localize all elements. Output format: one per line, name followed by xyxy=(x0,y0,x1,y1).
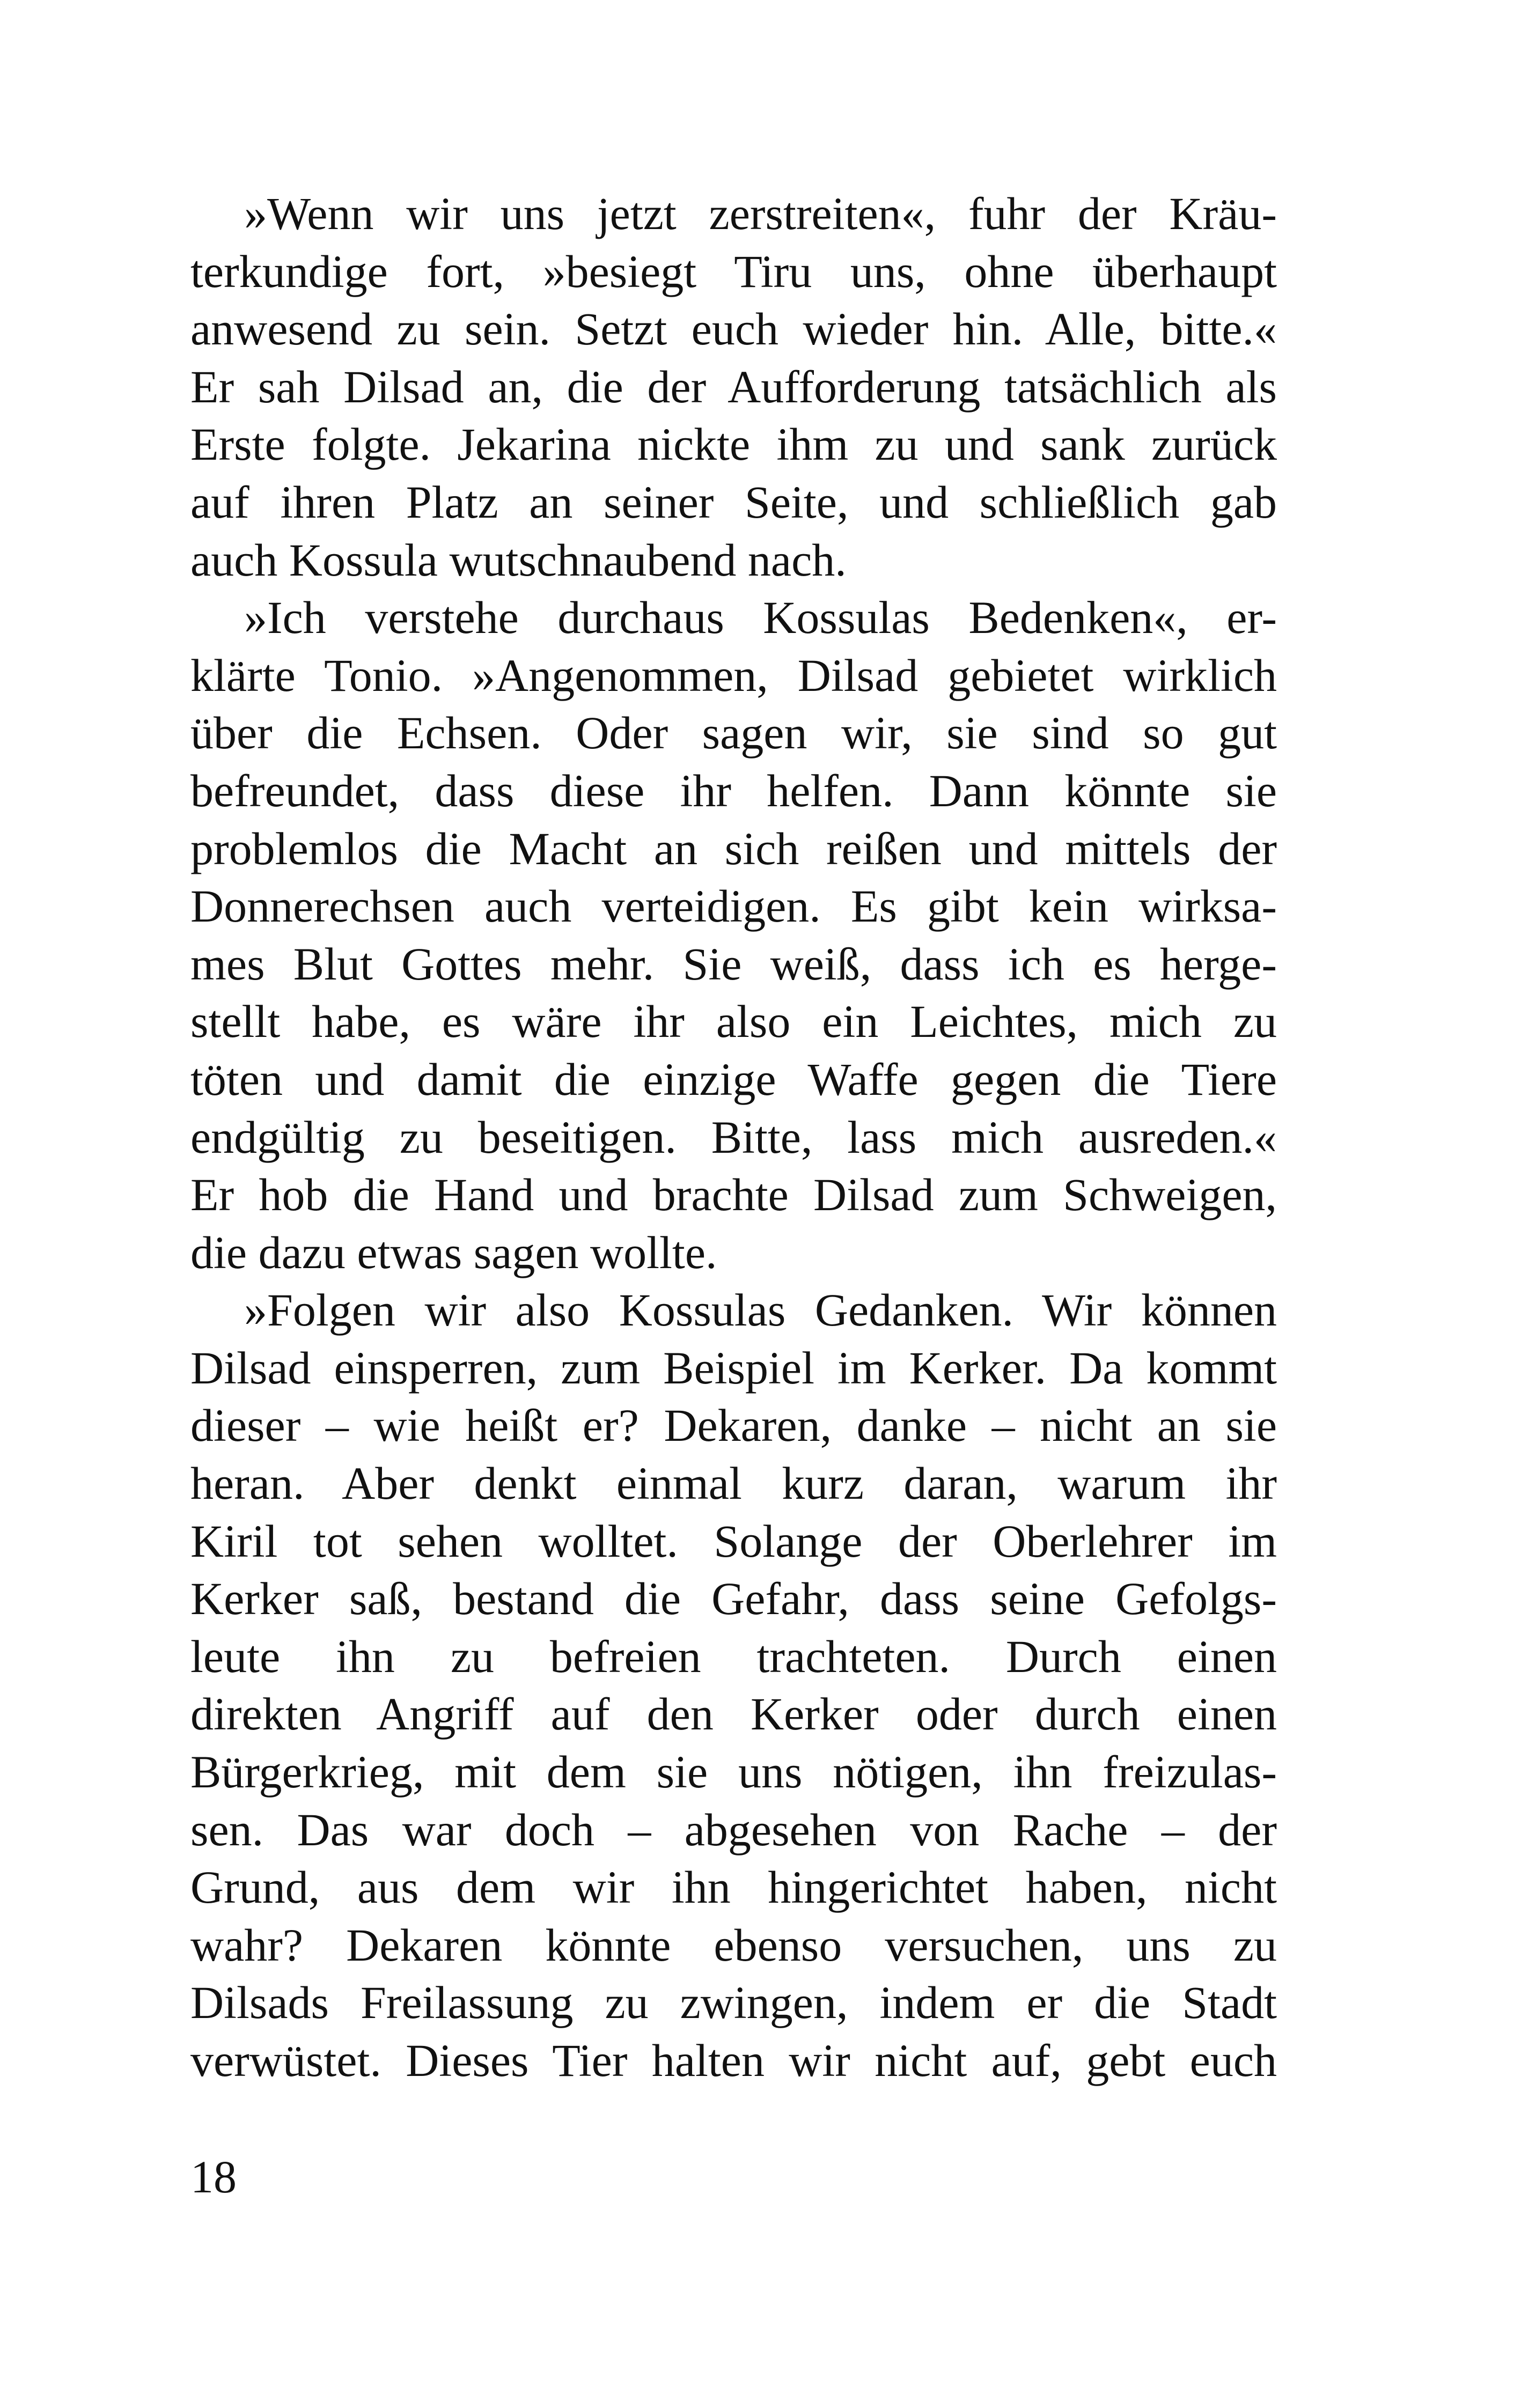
text-line: wahr? Dekaren könnte ebenso versuchen, uns zu xyxy=(190,1919,1277,1971)
text-line: terkundige fort, »besiegt Tiru uns, ohne überhaupt xyxy=(190,245,1277,297)
text-line: klärte Tonio. »Angenommen, Dilsad gebietet wirklich xyxy=(190,649,1277,701)
text-line: Kerker saß, bestand die Gefahr, dass seine Gefolgs- xyxy=(190,1573,1277,1625)
text-line: Bürgerkrieg, mit dem sie uns nötigen, ihn freizulas- xyxy=(190,1746,1277,1798)
text-line: verwüstet. Dieses Tier halten wir nicht auf, gebt euch xyxy=(190,2035,1277,2086)
text-line: endgültig zu beseitigen. Bitte, lass mich ausreden.« xyxy=(190,1111,1277,1163)
text-line: über die Echsen. Oder sagen wir, sie sind so gut xyxy=(190,707,1277,759)
text-line: »Wenn wir uns jetzt zerstreiten«, fuhr der Kräu- xyxy=(244,188,1277,239)
text-line: Dilsad einsperren, zum Beispiel im Kerker. Da kommt xyxy=(190,1342,1277,1394)
text-line: befreundet, dass diese ihr helfen. Dann könnte sie xyxy=(190,764,1277,816)
text-line: leute ihn zu befreien trachteten. Durch einen xyxy=(190,1630,1277,1682)
body-text xyxy=(190,185,1277,2090)
text-line: auch Kossula wutschnaubend nach. xyxy=(190,534,847,586)
text-line: Kiril tot sehen wolltet. Solange der Oberlehrer im xyxy=(190,1515,1277,1567)
text-line: Dilsads Freilassung zu zwingen, indem er die Stadt xyxy=(190,1977,1277,2029)
text-line: töten und damit die einzige Waffe gegen die Tiere xyxy=(190,1053,1277,1105)
text-line: Erste folgte. Jekarina nickte ihm zu und sank zurück xyxy=(190,418,1277,470)
text-line: die dazu etwas sagen wollte. xyxy=(190,1226,717,1278)
page-number: 18 xyxy=(190,2151,237,2203)
text-line: direkten Angriff auf den Kerker oder durch einen xyxy=(190,1688,1277,1740)
text-line: mes Blut Gottes mehr. Sie weiß, dass ich es herge- xyxy=(190,938,1277,990)
text-line: dieser – wie heißt er? Dekaren, danke – nicht an sie xyxy=(190,1400,1277,1452)
text-line: auf ihren Platz an seiner Seite, und schließlich gab xyxy=(190,476,1277,528)
text-line: stellt habe, es wäre ihr also ein Leichtes, mich zu xyxy=(190,996,1277,1048)
text-line: anwesend zu sein. Setzt euch wieder hin. Alle, bitte.« xyxy=(190,303,1277,355)
text-line: »Ich verstehe durchaus Kossulas Bedenken«, er- xyxy=(244,592,1277,644)
text-line: problemlos die Macht an sich reißen und mittels der xyxy=(190,822,1277,874)
text-line: Donnerechsen auch verteidigen. Es gibt kein wirksa- xyxy=(190,880,1277,932)
text-line: sen. Das war doch – abgesehen von Rache – der xyxy=(190,1803,1277,1855)
text-line: heran. Aber denkt einmal kurz daran, warum ihr xyxy=(190,1457,1277,1509)
text-line: Grund, aus dem wir ihn hingerichtet haben, nicht xyxy=(190,1861,1277,1913)
text-line: Er sah Dilsad an, die der Aufforderung tatsächlich als xyxy=(190,360,1277,413)
text-line: Er hob die Hand und brachte Dilsad zum Schweigen, xyxy=(190,1169,1277,1221)
text-line: »Folgen wir also Kossulas Gedanken. Wir können xyxy=(244,1284,1277,1336)
